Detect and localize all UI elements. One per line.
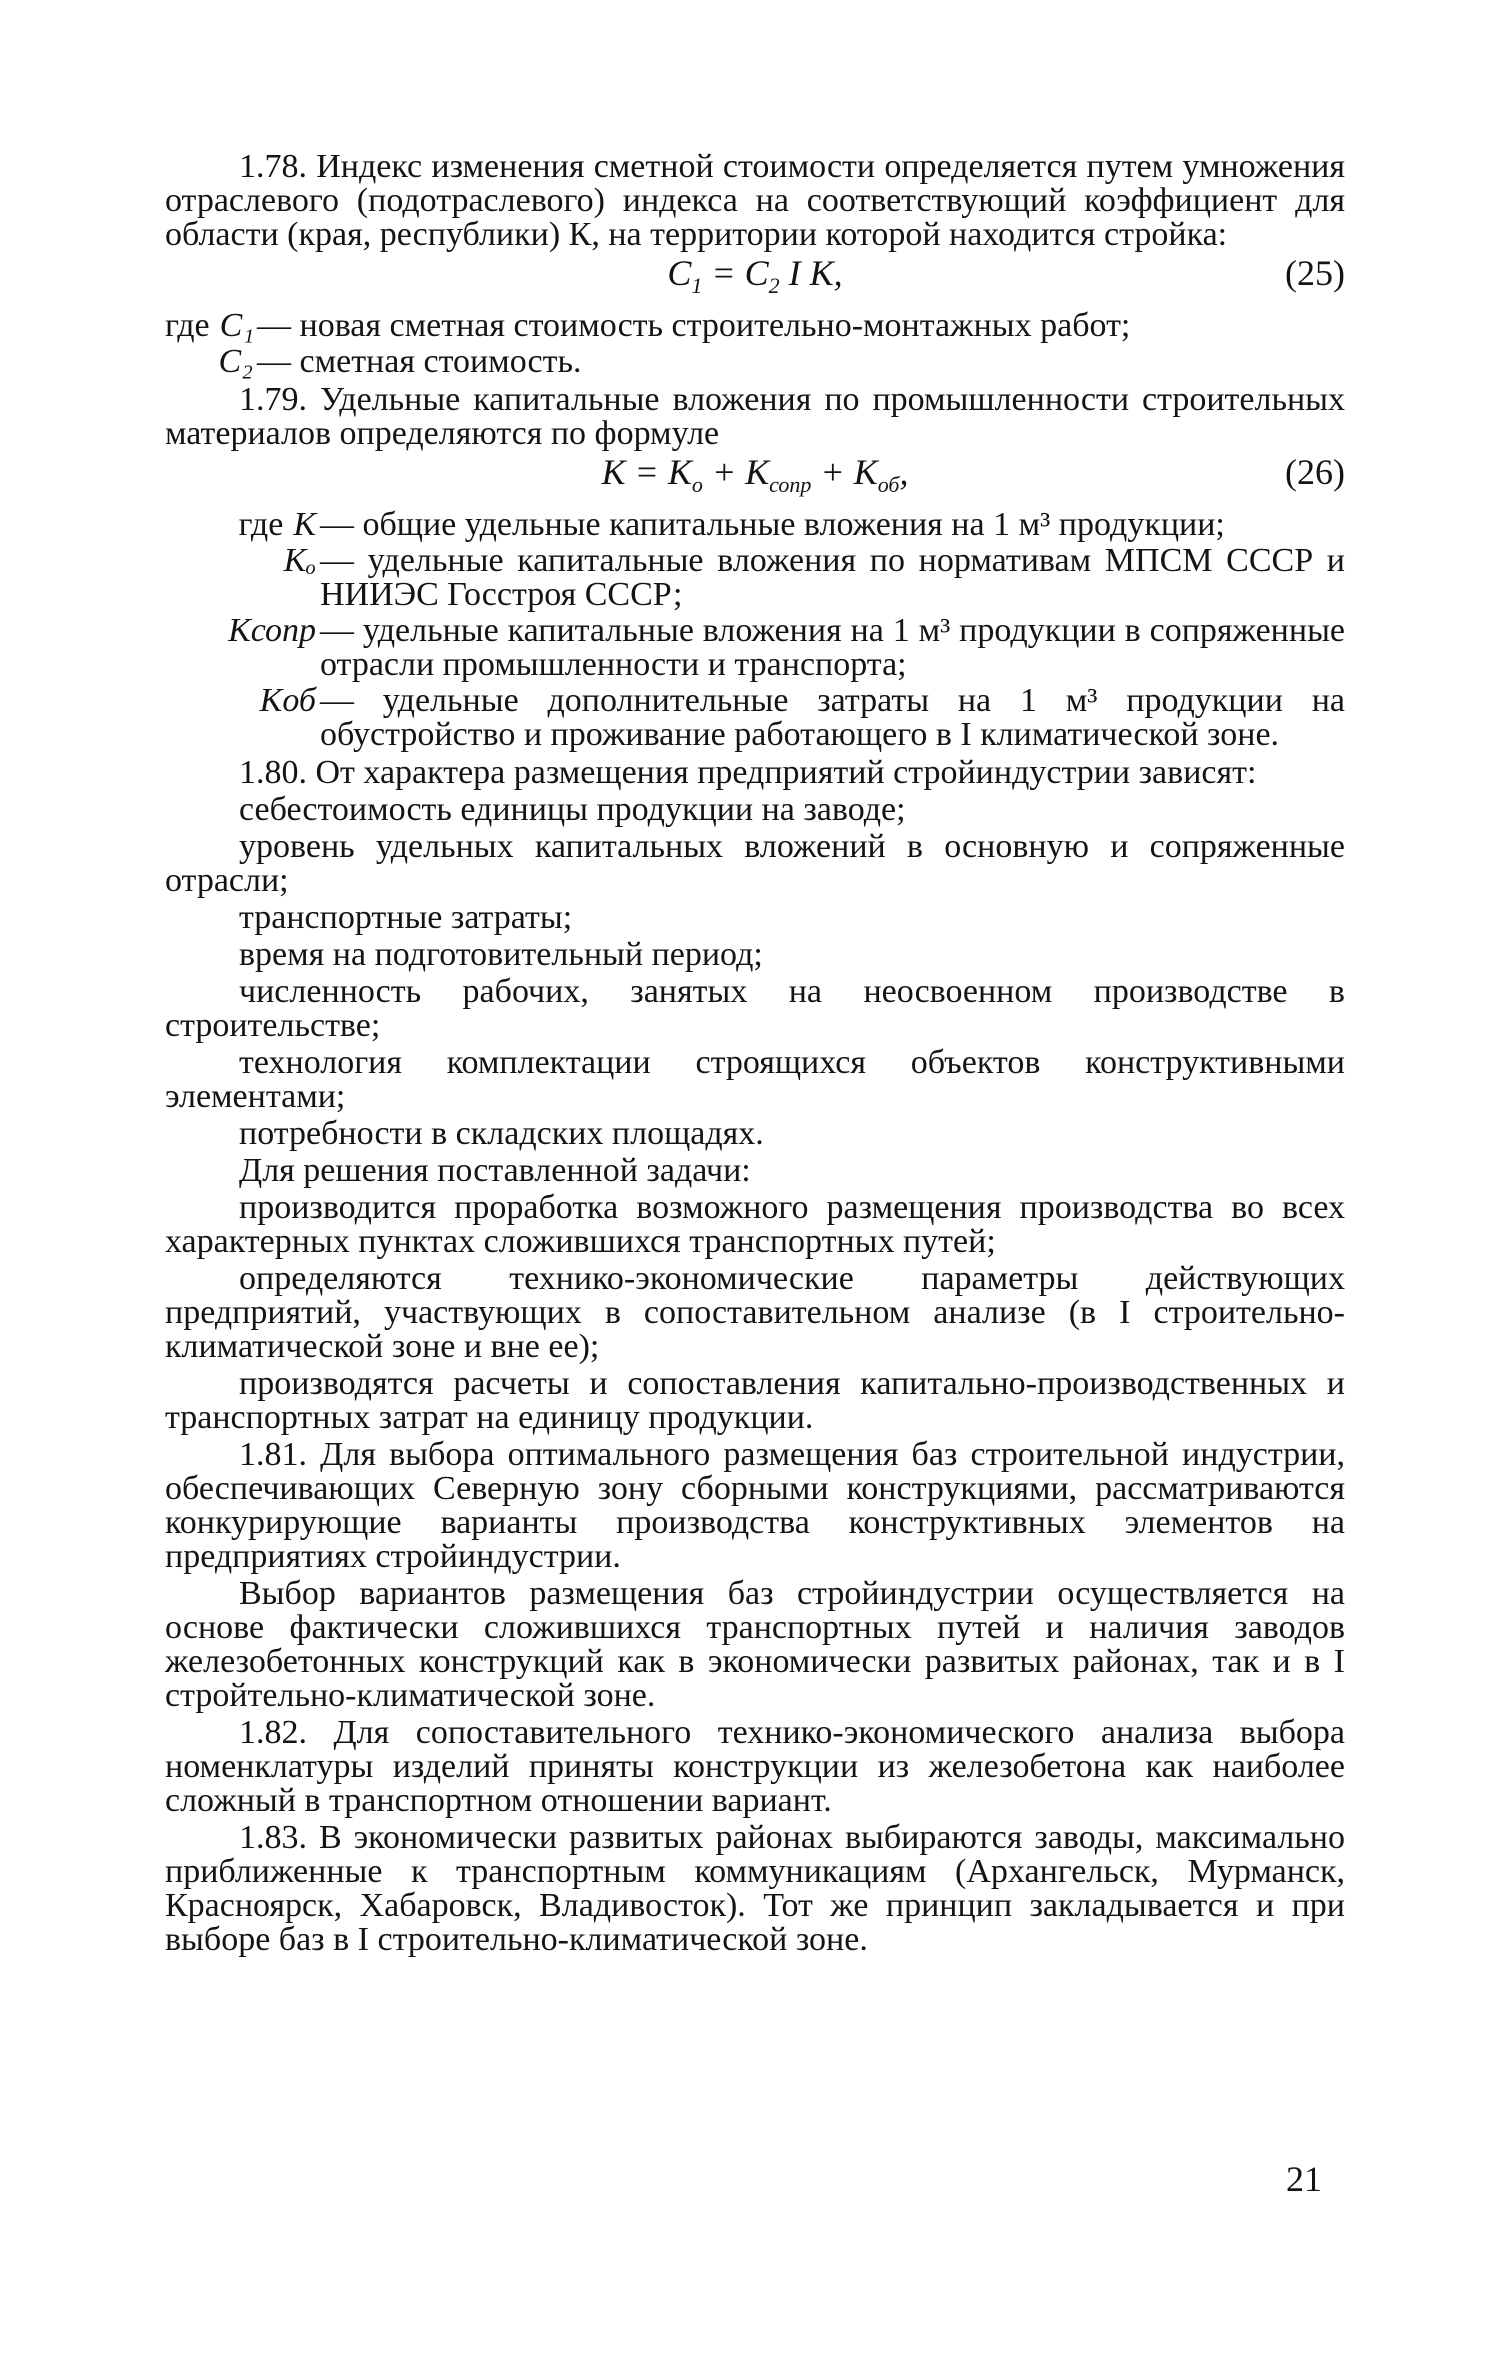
definition-k0: Kₒ — удельные капитальные вложения по нормативам МПСМ СССР и НИИЭС Госстроя СССР; [283,542,1345,614]
paragraph-1-79: 1.79. Удельные капитальные вложения по промышленности строительных материалов определяются по формуле [165,381,1345,453]
list-item: производятся расчеты и сопоставления капитально-производственных и транспортных затрат на единицу продукции. [165,1365,1345,1437]
definition-c1: где C₁ — новая сметная стоимость строительно-монтажных работ; [165,307,1131,345]
paragraph-1-83: 1.83. В экономически развитых районах выбираются заводы, максимально приближенные к транспортным коммуникациям (Архангельск, Мурманск, Красноярск, Хабаровск, Владивосток). Тот же принцип закладывается и при выборе баз в I строительно-климатической зоне. [165,1819,1345,1959]
paragraph-1-82: 1.82. Для сопоставительного технико-экономического анализа выбора номенклатуры изделий приняты конструкции из железобетона как наиболее сложный в транспортном отношении вариант. [165,1714,1345,1820]
list-item: время на подготовительный период; [239,936,763,974]
paragraph-1-81-b: Выбор вариантов размещения баз стройиндустрии осуществляется на основе фактически сложившихся транспортных путей и наличия заводов железобетонных конструкций как в экономически развитых районах, так и в I стройтельно-климатической зоне. [165,1575,1345,1715]
paragraph-1-78: 1.78. Индекс изменения сметной стоимости определяется путем умножения отраслевого (подотраслевого) индекса на соответствующий коэффициент для области (края, республики) К, на территории которой находится стройка: [165,148,1345,253]
formula-26-expression: $K = K_o + K_{сопр} + K_{об}$, [601,452,909,498]
page-number: 21 [1286,2159,1322,2199]
list-item: технология комплектации строящихся объектов конструктивными элементами; [165,1044,1345,1116]
formula-25-expression: $C_1 = C_2$ I K, [667,253,843,299]
list-item: определяются технико-экономические параметры действующих предприятий, участвующих в сопоставительном анализе (в I строительно-климатической зоне и вне ее); [165,1260,1345,1366]
list-item: численность рабочих, занятых на неосвоенном производстве в строительстве; [165,973,1345,1045]
paragraph-1-80: 1.80. От характера размещения предприятий стройиндустрии зависят: [239,754,1257,792]
paragraph-1-81: 1.81. Для выбора оптимального размещения баз строительной индустрии, обеспечивающих Северную зону сборными конструкциями, рассматриваются конкурирующие варианты производства конструктивных элементов на предприятиях стройиндустрии. [165,1436,1345,1576]
list-item: транспортные затраты; [239,899,573,937]
formula-25 [165,253,1345,303]
formula-26-definitions [165,508,1345,752]
definition-kob: Kоб — удельные дополнительные затраты на 1 м³ продукции на обустройство и проживание работающего в I климатической зоне. [259,682,1345,754]
body-text [165,150,1345,1960]
paragraph-solution-intro: Для решения поставленной задачи: [239,1152,751,1190]
list-item: потребности в складских площадях. [239,1115,764,1153]
list-item: себестоимость единицы продукции на заводе; [239,791,906,829]
list-item: уровень удельных капитальных вложений в основную и сопряженные отрасли; [165,828,1345,900]
definition-c2: C₂ — сметная стоимость. [218,343,582,381]
formula-26-number: (26) [1285,452,1345,493]
formula-25-number: (25) [1285,253,1345,293]
formula-25-definitions [165,309,1345,379]
definition-ksopr: Kсопр — удельные капитальные вложения на 1 м³ продукции в сопряженные отрасли промышленности и транспорта; [228,612,1345,684]
definition-k: где K — общие удельные капитальные вложения на 1 м³ продукции; [238,506,1225,544]
formula-26 [165,452,1345,502]
list-item: производится проработка возможного размещения производства во всех характерных пунктах сложившихся транспортных путей; [165,1189,1345,1261]
